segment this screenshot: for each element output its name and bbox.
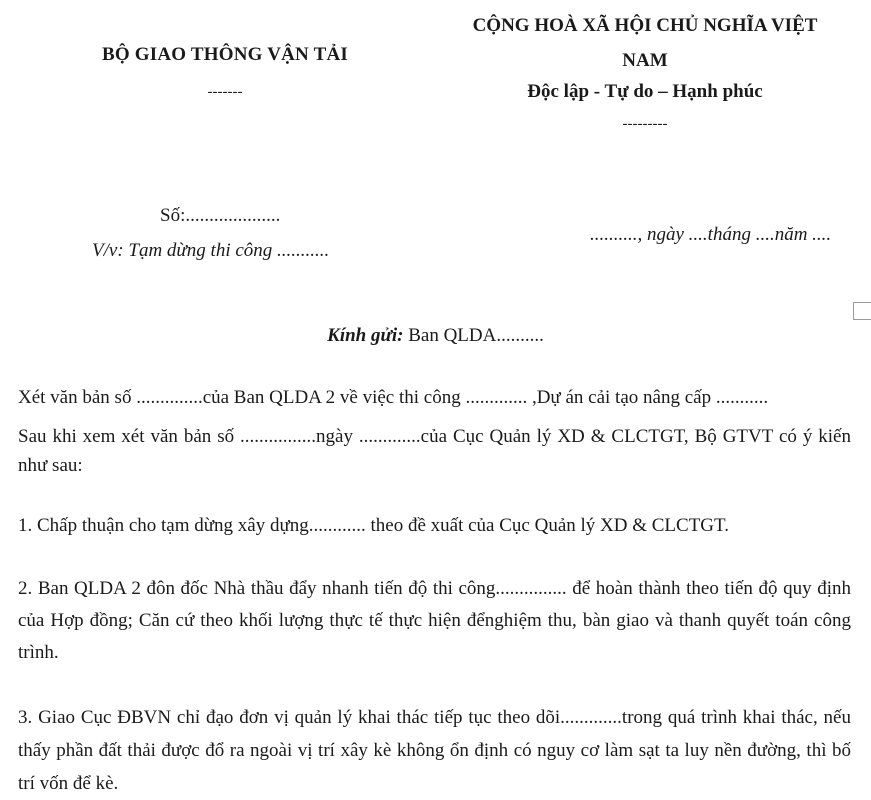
agency-divider: ------- [207,84,243,100]
greeting-recipient: Ban QLDA.......... [403,325,544,346]
body-paragraph-1: Xét văn bản số ..............của Ban QLDA 2 về việc thi công ............. ,Dự án cải tạo nâng cấp ........... [18,387,769,408]
document-number: Số:.................... [160,205,281,226]
motto-divider: --------- [622,116,668,132]
page-corner-marker [853,302,871,320]
greeting-label: Kính gửi: [327,325,404,346]
body-item-2: 2. Ban QLDA 2 đôn đốc Nhà thầu đẩy nhanh tiến độ thi công............... để hoàn thành theo tiến độ quy định của Hợp đồng; Căn cứ theo khối lượng thực tế thực hiện đểnghiệm thu, bàn giao và thanh quyết toán công trình. [18,578,851,663]
body-item-1: 1. Chấp thuận cho tạm dừng xây dựng............ theo đề xuất của Cục Quản lý XD & CLCTGT. [18,515,729,536]
issuing-agency: BỘ GIAO THÔNG VẬN TẢI [102,44,348,65]
body-paragraph-2: Sau khi xem xét văn bản số ................ngày .............của Cục Quản lý XD & CLCTGT, Bộ GTVT có ý kiến như sau: [18,426,851,476]
national-title-line-1: CỘNG HOÀ XÃ HỘI CHỦ NGHĨA VIỆT [472,15,818,36]
body-item-3: 3. Giao Cục ĐBVN chỉ đạo đơn vị quản lý khai thác tiếp tục theo dõi.............trong quá trình khai thác, nếu thấy phần đất thải được đổ ra ngoài vị trí xây kè không ổn định có nguy cơ làm sạt ta luy nền đường, thì bố trí vốn để kè. [18,707,851,794]
document-date: .........., ngày ....tháng ....năm .... [590,224,832,245]
national-motto: Độc lập - Tự do – Hạnh phúc [527,81,763,102]
national-title-continued [445,43,845,78]
national-title-line-2: NAM [622,50,668,71]
greeting-line [0,325,871,347]
document-subject: V/v: Tạm dừng thi công ........... [92,240,330,261]
national-title [445,8,845,43]
